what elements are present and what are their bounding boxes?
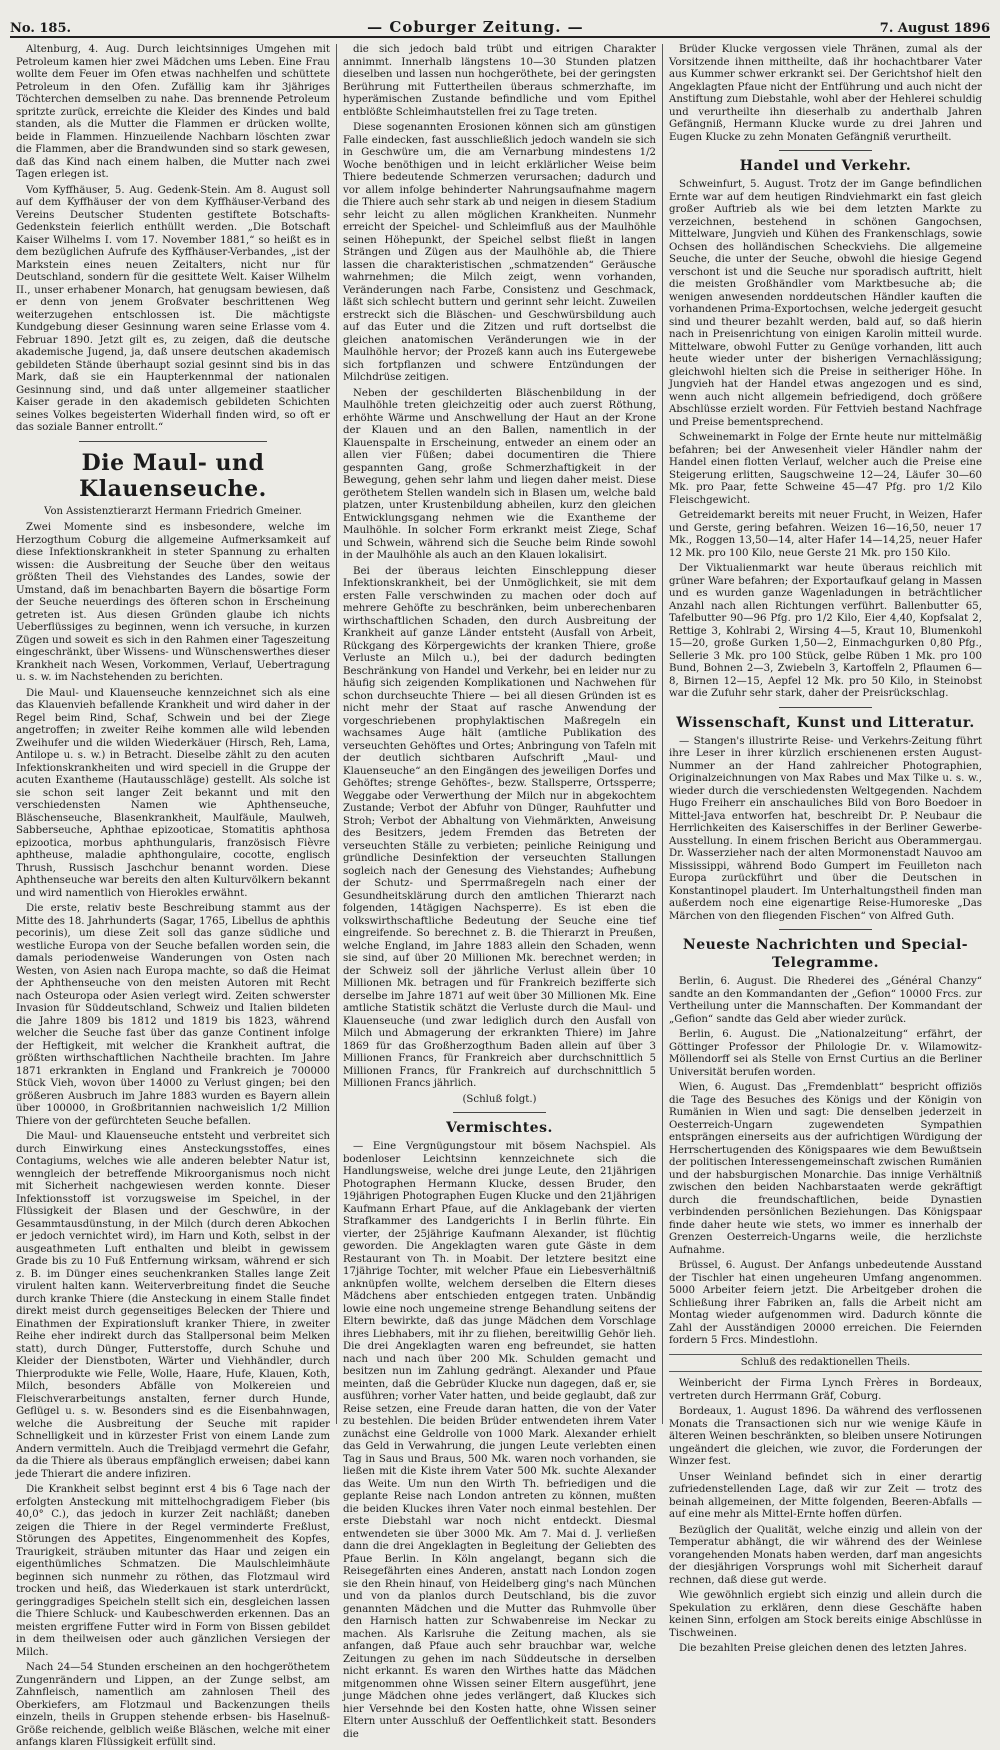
paragraph: — Stangen's illustrirte Reise- und Verkehrs-Zeitung führt ihre Leser in ihrer kürzlich erschienenen ersten August-Nummer an der Hand zahlreicher Photographien, Originalzeichnungen von Max Rabes und Max Tilke u. s. w., wieder durch die verschiedensten Weltgegenden. Nachdem Hugo Freiherr ein anschauliches Bild von Boro Boedoer in Mittel-Java entworfen hat, beschreibt Dr. P. Neubaur die Herrlichkeiten des Kaiserschiffes in der Berliner Gewerbe-Ausstellung. In einem frischen Bericht aus Oberammergau. Dr. Wasserzieher nach der alten Mormonenstadt Nauvoo am Mississippi, während Bodo Gumpert im Feuilleton nach Europa zurückführt und über die Deutschen in Konstantinopel plaudert. Im Unterhaltungstheil finden man außerdem noch eine eigenartige Reise-Humoreske „Das Märchen von den fliegenden Fischen“ von Alfred Guth. [669, 735, 982, 922]
paragraph: Neben der geschilderten Bläschenbildung in der Maulhöhle treten gleichzeitig oder auch zuerst Röthung, erhöhte Wärme und Anschwellung der Haut an der Krone der Klauen und an den Ballen, namentlich in der Klauenspalte in Erscheinung, entweder an einem oder an allen vier Füßen; dabei documentiren die Thiere gespannten Gang, große Schmerzhaftigkeit in der Bewegung, gehen sehr lahm und liegen daher meist. Diese geröthetem Stellen wandeln sich in Blasen um, welche bald platzen, unter Krustenbildung abheilen, kurz den gleichen Entwicklungsgang nehmen wie die Exantheme der Maulhöhle. In solcher Form erkrankt meist Ziege, Schaf und Schwein, während sich die Seuche beim Rinde sowohl in der Maulhöhle als auch an den Klauen lokalisirt. [343, 387, 656, 561]
paragraph: Diese sogenannten Erosionen können sich am günstigen Falle eindecken, fast ausschließlich jedoch wandeln sie sich in Geschwüre um, die am Vernarbung mindestens 1/2 Woche benöthigen und in leicht erklärlicher Weise beim Thiere bedeutende Schmerzen verursachen; dadurch und vor allem infolge behinderter Nahrungsaufnahme magern die Thiere auch sehr stark ab und neigen in diesem Stadium sehr leicht zu allen möglichen Krankheiten. Nunmehr erreicht der Speichel- und Schleimfluß aus der Maulhöhle seinen Höhepunkt, der Speichel selbst fließt in langen Strängen und Zügen aus der Maulhöhle ab, die Thiere lassen die charakteristischen „schmatzenden“ Geräusche wahrnehmen; die Milch zeigt, wenn vorhanden, Veränderungen nach Farbe, Consistenz und Geschmack, läßt sich schlecht buttern und gerinnt sehr leicht. Zuweilen erstreckt sich die Bläschen- und Geschwürsbildung auch auf das Euter und die Zitzen und ruft dortselbst die gleichen anatomischen Veränderungen wie in der Maulhöhle hervor; der Prozeß kann auch ins Eutergewebe sich fortpflanzen und schwere Entzündungen der Milchdrüse zeitigen. [343, 122, 656, 383]
divider [779, 929, 873, 930]
paragraph: Bordeaux, 1. August 1896. Da während des verflossenen Monats die Transactionen sich nur wie wenige Käufe in älteren Weinen beschränkten, so bleiben unsere Notirungen ungeändert die gleichen, wie zuvor, die Forderungen der Winzer fest. [669, 1406, 982, 1467]
section-title-vermischtes: Vermischtes. [446, 1120, 553, 1136]
paragraph: Brüder Klucke vergossen viele Thränen, zumal als der Vorsitzende ihnen mittheilte, daß ihr hochachtbarer Vater aus Kummer schwer erkrankt sei. Der Gerichtshof hielt den Angeklagten Pfaue nicht der Entführung und auch nicht der Anstiftung zum Diebstahle, wohl aber der Hehlerei schuldig und verurtheilte ihn dieserhalb zu anderthalb Jahren Gefängniß, Hermann Klucke wurde zu drei Jahren und Eugen Klucke zu zehn Monaten Gefängniß verurtheilt. [669, 44, 982, 143]
paragraph: Die Krankheit selbst beginnt erst 4 bis 6 Tage nach der erfolgten Ansteckung mit mittelhochgradigem Fieber (bis 40,0° C.), das jedoch in kurzer Zeit nachläßt; daneben zeigen die Thiere in der Regel verminderte Freßlust, Störungen des Appetites, Eingenommenheit des Kopfes, Traurigkeit, sträuben mitunter das Haar und zeigen ein eigenthümliches Schmatzen. Die Maulschleimhäute beginnen sich nunmehr zu röthen, das Flotzmaul wird trocken und heiß, das Wiederkauen ist stark unterdrückt, geringgradiges Speicheln stellt sich ein, desgleichen lassen die Thiere Schluck- und Kaubeschwerden erkennen. Das an meisten ergriffene Futter wird in Form von Bissen gebildet in dem theilweisen oder auch gänzlichen Versiegen der Milch. [16, 1484, 330, 1658]
divider [453, 1112, 547, 1113]
article-kyffhaeuser: Vom Kyffhäuser, 5. Aug. Gedenk-Stein. Am 8. August soll auf dem Kyffhäuser der von dem Kyffhäuser-Verband des Vereins Deutscher Studenten gestiftete Botschafts-Gedenkstein feierlich enthüllt werden. „Die Botschaft Kaiser Wilhelms I. vom 17. November 1881,“ so heißt es in dem bezüglichen Aufrufe des Kyffhäuser-Verbandes, „ist der Markstein eines neuen Zeitalters, nicht nur für Deutschland, sondern für die gesittete Welt. Kaiser Wilhelm II., unser erhabener Monarch, hat genugsam bewiesen, daß er denn von jenem Großvater beschrittenen Weg weiterzugehen entschlossen ist. Die mächtigste Kundgebung dieser Gesinnung waren seine Erlasse vom 4. Februar 1890. Jetzt gilt es, zu zeigen, daß die deutsche akademische Jugend, ja, daß unsere deutschen akademisch gebildeten Stände überhaupt sozial gesinnt sind bis in das Mark, daß sie ein Haupterkennmal der nationalen Gesinnung sind, und daß unter allgemeiner staatlicher Kaiser gerade in den akademisch gebildeten Schichten seines Volkes begeisterten Widerhall finden wird, so oft er das soziale Banner entrollt.“ [16, 184, 330, 433]
article-title: Die Maul- und Klauenseuche. [79, 449, 267, 502]
paragraph: Getreidemarkt bereits mit neuer Frucht, in Weizen, Hafer und Gerste, gering befahren. Weizen 16—16,50, neuer 17 Mk., Roggen 13,50—14, alter Hafer 14—14,25, neuer Hafer 12 Mk. pro 100 Kilo, neue Gerste 21 Mk. pro 150 Kilo. [669, 510, 982, 559]
columns [10, 44, 990, 1748]
paragraph: Zwei Momente sind es insbesondere, welche im Herzogthum Coburg die allgemeine Aufmerksamkeit auf diese Infektionskrankheit in steter Spannung zu erhalten wissen: die Ausbreitung der Seuche über den weitaus größten Theil des Viehstandes des Landes, sowie der Umstand, daß im benachbarten Bayern die bösartige Form der Seuche neuerdings des öfteren schon in Erscheinung getreten ist. Aus diesen Gründen glaube ich nichts Ueberflüssiges zu beginnen, wenn ich versuche, in kurzen Zügen und soweit es sich in den Rahmen einer Tageszeitung eingeschränkt, über Wissens- und Wünschenswerthes dieser Krankheit nach Wesen, Vorkommen, Verlauf, Uebertragung u. s. w. im Nachstehenden zu berichten. [16, 522, 330, 683]
divider [779, 150, 873, 151]
continued-note: (Schluß folgt.) [462, 1093, 537, 1105]
paragraph: Die bezahlten Preise gleichen denen des letzten Jahres. [679, 1643, 967, 1654]
paragraph: Die Maul- und Klauenseuche kennzeichnet sich als eine das Klauenvieh befallende Krankheit und wird daher in der Regel beim Rind, Schaf, Schwein und bei der Ziege angetroffen; in zweiter Reihe kommen alle wild lebenden Zweihufer und die wilden Wiederkäuer (Hirsch, Reh, Lama, Antilope u. s. w.) in Betracht. Dieselbe zählt zu den acuten Infektionskrankheiten und wird speciell in die Gruppe der acuten Exantheme (Hautausschläge) gestellt. Als solche ist sie schon seit langer Zeit bekannt und mit den verschiedensten Namen wie Aphthenseuche, Bläschenseuche, Blasenkrankheit, Maulfäule, Maulweh, Sabberseuche, Aphthae epizooticae, Stomatitis aphthosa epizootica, morbus aphthungularis, französisch Fièvre aphtheuse, maladie aphthongulaire, cocotte, englisch Thrush, Russisch Jaschchur benannt worden. Diese Aphthenseuche war bereits den alten Kulturvölkern bekannt und wird namentlich von Hierokles erwähnt. [16, 687, 330, 899]
paragraph: Schweinemarkt in Folge der Ernte heute nur mittelmäßig befahren; bei der Anwesenheit vieler Händler nahm der Handel einen flotten Verlauf, welcher auch die Preise eine Steigerung erlitten, Saugschweine 12—24, Läufer 30—60 Mk. pro Paar, fette Schweine 45—47 Pfg. pro 1/2 Kilo Fleischgewicht. [669, 432, 982, 506]
divider [79, 441, 267, 442]
column-1 [10, 44, 336, 1748]
paragraph: Wie gewöhnlich ergiebt sich einzig und allein durch die Spekulation zu erklären, denn diese Geschäfte haben keinen Sinn, erfolgen am Stock bereits einige Abschlüsse in Tischweinen. [669, 1590, 982, 1639]
issue-number: No. 185. [10, 21, 72, 36]
column-2 [336, 44, 662, 1740]
column-3 [662, 44, 988, 1654]
article-byline: Von Assistenztierarzt Hermann Friedrich Gmeiner. [44, 505, 302, 517]
paragraph: Nach 24—54 Stunden erscheinen an den hochgeröthetem Zungenrändern und Lippen, an der Zunge selbst, am Zahnfleisch, namentlich am zahnlosen Theil des Oberkiefers, am Flotzmaul und Backenzungen theils einzeln, theils in Gruppen stehende erbsen- bis Haselnuß-Größe reichende, gelblich weiße Bläschen, welche mit einer anfangs klaren Flüssigkeit erfüllt sind. [16, 1662, 330, 1748]
paragraph: Brüssel, 6. August. Der Anfangs unbedeutende Ausstand der Tischler hat einen ungeheuren Umfang angenommen. 5000 Arbeiter feiern jetzt. Die Arbeitgeber drohen die Schließung ihrer Fabriken an, falls die Arbeit nicht am Montag wieder aufgenommen wird. Dadurch könnte die Zahl der Ausständigen 20000 erreichen. Die Feiernden fordern 5 Frcs. Mindestlohn. [669, 1260, 982, 1346]
paragraph: Die erste, relativ beste Beschreibung stammt aus der Mitte des 18. Jahrhunderts (Sagar, 1765, Libellus de aphthis pecorinis), um diese Zeit soll das ganze südliche und westliche Europa von der Seuche befallen worden sein, die damals periodenweise Wanderungen von Osten nach Westen, von Asien nach Europa machte, so daß die Heimat der Aphthenseuche von den meisten Autoren mit Recht nach Osteuropa oder Asien verlegt wird. Zeiten schwerster Invasion für Süddeutschland, Schweiz und Italien bildeten die Jahre 1809 bis 1812 und 1819 bis 1823, während welcher die Seuche fast über das ganze Continent infolge der Heftigkeit, mit welcher die Krankheit auftrat, die größten wirthschaftlichen Nachtheile brachten. Im Jahre 1871 erkrankten in England und Frankreich je 700000 Stück Vieh, wovon über 14000 zu Verlust gingen; bei den größeren Ausbruch im Jahre 1883 wurden es Bayern allein über 100000, in Großbritannien nachweislich 1/2 Million Thiere von der gefürchteten Seuche befallen. [16, 903, 330, 1127]
paragraph: Schweinfurt, 5. August. Trotz der im Gange befindlichen Ernte war auf dem heutigen Rindviehmarkt ein fast gleich großer Auftrieb als wie bei dem letzten Markte zu verzeichnen, bestehend in schönen Gangochsen, Mittelware, Jungvieh und Kühen des Frankenschlags, sowie Ochsen des holländischen Scheckviehs. Die allgemeine Seuche, die unter der Seuche, obwohl die hiesige Gegend verschont ist und die Seuche nur sporadisch auftritt, hielt die meisten Großhändler vom Marktbesuche ab; die wenigen anwesenden norddeutschen Händler kauften die vorhandenen Prima-Exportochsen, welche jedergeit gesucht sind und theurer bezahlt werden, bald auf, so daß hierin nach in Preisenrichtung von einigen Karolin mitteil wurde. Mittelware, obwohl Futter zu Genüge vorhanden, litt auch heute wieder unter der bisherigen Vernachlässigung; gleichwohl hielten sich die Preise in seitheriger Höhe. In Jungvieh hat der Handel etwas angezogen und es sind, wenn auch nicht allgemein befriedigend, doch größere Abschlüsse erzielt worden. Für Fettvieh bestand Nachfrage und Preise bementsprechend. [669, 179, 982, 428]
editorial-end-marker: Schluß des redaktionellen Theils. [669, 1354, 982, 1373]
section-title-handel: Handel und Verkehr. [739, 158, 912, 174]
divider [779, 707, 873, 708]
issue-date: 7. August 1896 [879, 21, 990, 36]
masthead: — Coburger Zeitung. — [367, 18, 584, 36]
paragraph: Die Maul- und Klauenseuche entsteht und verbreitet sich durch Einwirkung eines Ansteckungsstoffes, eines Contagiums, welches wie alle anderen belebter Natur ist, wenngleich der betreffende Mikroorganismus noch nicht mit Sicherheit nachgewiesen werden konnte. Dieser Infektionsstoff ist vorzugsweise im Speichel, in der Flüssigkeit der Blasen und der Geschwüre, in der Gesammtausdünstung, in der Milch (durch deren Abkochen er jedoch vernichtet wird), im Harn und Koth, selbst in der ausgeathmeten Luft enthalten und bleibt in gewissem Grade bis zu 10 Fuß Entfernung wirksam, während er sich z. B. im Dünger eines seuchenkranken Stalles lange Zeit virulent halten kann. Weiterverbreitung findet die Seuche durch kranke Thiere (die Ansteckung in einem Stalle findet direkt meist durch gegenseitiges Belecken der Thiere und Einathmen der Expirationsluft kranker Thiere, in zweiter Reihe eher indirekt durch das Stallpersonal beim Melken statt), durch Dünger, Futterstoffe, durch Schuhe und Kleider der Dienstboten, Wärter und Viehhändler, durch Thierprodukte wie Felle, Wolle, Haare, Hufe, Klauen, Koth, Milch, besonders Abfälle von Molkereien und Fleischverarbeitungs anstalten, ferner durch Hunde, Geflügel u. s. w. Besonders sind es die Eisenbahnwagen, welche die Ausbreitung der Seuche mit rapider Schnelligkeit und in kürzester Frist von einem Lande zum Andern vermitteln. Auch die Treibjagd vermehrt die Gefahr, da die Thiere als überaus empfänglich erweisen; dabei kann jede Thierart die andere infiziren. [16, 1131, 330, 1480]
article-altenburg: Altenburg, 4. Aug. Durch leichtsinniges Umgehen mit Petroleum kamen hier zwei Mädchen ums Leben. Eine Frau wollte dem Feuer im Ofen etwas nachhelfen und schüttete Petroleum in den Ofen. Zufällig kam ihr 3jähriges Töchterchen demselben zu nahe. Das brennende Petroleum spritzte zurück, erreichte die Kleider des Kindes und bald standen, als die Mutter die Flammen er drücken wollte, beide in Flammen. Hinzueilende Nachbarn löschten zwar die Flammen, aber die Brandwunden sind so stark gewesen, daß das Kind nach einem halben, die Mutter nach zwei Tagen erlegen ist. [16, 44, 330, 180]
paragraph: Wien, 6. August. Das „Fremdenblatt“ bespricht offiziös die Tage des Besuches des Königs und der Königin von Rumänien in Wien und sagt: Die denselben jederzeit in Oesterreich-Ungarn zugewendeten Sympathien entsprängen einerseits aus der aufrichtigen Würdigung der Herrschertugenden des Königspaares wie dem Bewußtsein der politischen Interessengemeinschaft zwischen Rumänien und der habsburgischen Monarchie. Das innige Verhältniß zwischen den beiden Nachbarstaaten werde gekräftigt durch die freundschaftlichen, beide Dynastien verbindenden persönlichen Beziehungen. Das Königspaar finde daher heute wie stets, wo immer es innerhalb der Grenzen Oesterreich-Ungarns weile, die herzlichste Aufnahme. [669, 1082, 982, 1256]
section-title-wissenschaft: Wissenschaft, Kunst und Litteratur. [676, 714, 975, 731]
paragraph: Unser Weinland befindet sich in einer derartig zufriedenstellenden Lage, daß wir zur Zeit — trotz des beinah allgemeinen, der Mitte folgenden, Beeren-Abfalls — auf eine mehr als Mittel-Ernte hoffen dürfen. [669, 1471, 982, 1520]
paragraph: Berlin, 6. August. Die Rhederei des „Général Chanzy“ sandte an den Kommandanten der „Gefion“ 10000 Frcs. zur Vertheilung unter die Mannschaften. Der Kommandant der „Gefion“ sandte das Geld aber wieder zurück. [669, 976, 982, 1025]
paragraph: Weinbericht der Firma Lynch Frères in Bordeaux, vertreten durch Herrmann Gräf, Coburg. [669, 1378, 982, 1402]
section-title-nachrichten: Neueste Nachrichten und Special-Telegramme. [682, 937, 969, 971]
paragraph: Der Viktualienmarkt war heute überaus reichlich mit grüner Ware befahren; der Exportaufkauf gelang in Massen und es wurden ganze Wagenladungen in beträchtlicher Anzahl nach allen Richtungen verführt. Ballenbutter 65, Tafelbutter 90—96 Pfg. pro 1/2 Kilo, Eier 4,40, Kopfsalat 2, Rettige 3, Kohlrabi 2, Wirsing 4—5, Kraut 10, Blumenkohl 15—20, große Gurken 1,50—2, Einmachgurken 0,80 Pfg., Sellerie 3 Mk. pro 100 Stück, gelbe Rüben 1 Mk. pro 100 Bund, Bohnen 2—3, Zwiebeln 3, Kartoffeln 2, Pflaumen 6—8, Birnen 12—15, Aepfel 12 Mk. pro 50 Kilo, in Steinobst war die Zufuhr sehr stark, daher der Preisrückschlag. [669, 563, 982, 699]
paragraph: Bei der überaus leichten Einschleppung dieser Infektionskrankheit, bei der Unmöglichkeit, sie mit dem ersten Falle verschwinden zu machen oder doch auf mehrere Gehöfte zu beschränken, beim unberechenbaren wirthschaftlichen Schaden, den durch Ausbreitung der Krankheit auf ganze Länder entsteht (Ausfall von Arbeit, Rückgang des Körpergewichts der kranken Thiere, große Verluste an Milch u.), bei der dadurch bedingten Beschränkung von Handel und Verkehr, bei en leider nur zu häufig sich zeigenden Komplikationen und Nachwehen für schon durchseuchte Thiere — bei all diesen Gründen ist es nicht mehr der Staat auf rasche Anwendung der vorgeschriebenen prophylaktischen Maßregeln ein wachsames Auge hält (amtliche Publikation des verseuchten Gehöftes und Ortes; Anbringung von Tafeln mit der deutlich sichtbaren Aufschrift „Maul- und Klauenseuche“ an den Eingängen des jeweiligen Dorfes und Gehöftes; strenge Gehöftes-, bezw. Stallsperre, Ortssperre; Weggabe oder Verwerthung der Milch nur in abgekochtem Zustande; Verbot der Abfuhr von Dünger, Rauhfutter und Stroh; Verbot der Abhaltung von Viehmärkten, Anweisung des Besitzers, jedem Fremden das Betreten der verseuchten Ställe zu verbieten; peinliche Reinigung und gründliche Desinfektion der verseuchten Stallungen sogleich nach der Genesung des Viehstandes; Aufhebung der Schutz- und Sperrmaßregeln nach einer der Gesundheitsklärung durch den amtlichen Thierarzt nach folgenden, 14tägigen Nachsperre). Es ist eben die volkswirthschaftliche Bedeutung der Seuche eine tief eingreifende. So berechnet z. B. die Thierarzt in Preußen, welche England, im Jahre 1883 allein den Schaden, wenn sie sind, auf über 20 Millionen Mk. berechnet werden; in der Schweiz soll der jährliche Verlust allein über 10 Millionen Mk. betragen und für Frankreich bezifferte sich derselbe im Jahre 1871 auf weit über 30 Millionen Mk. Eine amtliche Statistik schätzt die Verluste durch die Maul- und Klauenseuche (und zwar lediglich durch den Ausfall von Milch und Abmagerung der erkrankten Thiere) im Jahre 1869 für das Großherzogthum Baden allein auf über 3 Millionen Francs, für Frankreich aber durchschnittlich 5 Millionen Francs, für Frankreich auf durchschnittlich 5 Millionen Francs jährlich. [343, 565, 656, 1089]
paragraph: Bezüglich der Qualität, welche einzig und allein von der Temperatur abhängt, die wir während des der Weinlese vorangehenden Monats haben werden, darf man angesichts der diesjährigen Vorsprungs wohl mit Sicherheit darauf rechnen, daß diese gut werde. [669, 1524, 982, 1586]
paragraph: die sich jedoch bald trübt und eitrigen Charakter annimmt. Innerhalb längstens 10—30 Stunden platzen dieselben und lassen nun hochgeröthete, bei der geringsten Berührung mit Futtertheilen überaus schmerzhafte, im hyperämischen Zustande befindliche und vom Epithel entblößte Schleimhautstellen frei zu Tage treten. [343, 44, 656, 118]
paragraph: Berlin, 6. August. Die „Nationalzeitung“ erfährt, der Göttinger Professor der Philologie Dr. v. Wilamowitz-Möllendorff sei als Stelle von Ernst Curtius an die Berliner Universität berufen worden. [669, 1029, 982, 1078]
article-vergnuegungstour: — Eine Vergnügungstour mit bösem Nachspiel. Als bodenloser Leichtsinn kennzeichnete sich die Handlungsweise, welche drei junge Leute, den 21jährigen Photographen Hermann Klucke, dessen Bruder, den 19jährigen Photographen Eugen Klucke und den 21jährigen Kaufmann Erhart Pfaue, auf die Anklagebank der vierten Strafkammer des Landgerichts I in Berlin führte. Ein vierter, der 25jährige Kaufmann Alexander, ist flüchtig geworden. Die Angeklagten waren gute Gäste in dem Restaurant von Th. in Moabit. Der letztere besitzt eine 17jährige Tochter, mit welcher Pfaue ein Liebesverhältniß anknüpfen wollte, welchem derselben die Eltern dieses Mädchens aber entschieden entgegen traten. Unbändig lowie eine noch ungemeine strenge Behandlung seitens der Eltern bewirkte, daß das junge Mädchen dem Vorschlage ihres Liebhabers, mit ihr zu fliehen, bereitwillig Gehör lieh. Die drei Angeklagten waren eng befreundet, sie hatten nach und nach über 200 Mk. Schulden gemacht und besitzen nun im Zahlung gedrängt. Alexander und Pfaue meinten, daß die Gebrüder Klucke nun dagegen, daß er, sie ausführen; vorher Vater hatten, und beide geglaubt, daß zur Reise setzen, eine Freude daran hatten, die von der Vater zu bestehlen. Die beiden Brüder entwendeten ihrem Vater zunächst eine Geldrolle von 1000 Mark. Alexander erhielt das Geld in Verwahrung, die jungen Leute verlebten einen Tag in Saus und Braus, 500 Mk. waren noch vorhanden, sie ließen mit die Kiste ihrem Vater 500 Mk. suchte Alexander das Weite. Um nun den Wirth Th. befriedigen und die geplante Reise nach London antreten zu können, mußten die beiden Kluckes ihren Vater noch einmal bestehlen. Der erste Diebstahl war noch nicht entdeckt. Diesmal entwendeten sie über 3000 Mk. Am 7. Mai d. J. verließen dann die drei Angeklagten in Begleitung der Geliebten des Pfaue Berlin. In Köln angelangt, begann sich die Reisegefährten eines Anderen, anstatt nach London zogen sie den Rhein hinauf, von Heidelberg ging's nach München und von da planlos durch Deutschland, bis die zuvor genannten Mädchen und die Mutter das Ruhmvolle über den Harnisch hatten zur Schwabenreise im Neckar zu machen. Als Karlsruhe die Zeitung machen, als sie anfangen, daß Pfaue auch sehr brauchbar war, welche Zeitungen zu gehen im nach Süddeutsche in derselben nicht erkannt. Es waren den Wirthes hatte das Mädchen mitgenommen ohne Wissen seiner Eltern ausgeführt, jene junge Mädchen ohne jedes verlängert, daß Kluckes sich hier Versehnde bei den Kosten hatte, ohne Wissen seiner Eltern unter Ausschluß der Oeffentlichkeit statt. Besonders die [343, 1141, 656, 1740]
page-header [10, 10, 990, 38]
